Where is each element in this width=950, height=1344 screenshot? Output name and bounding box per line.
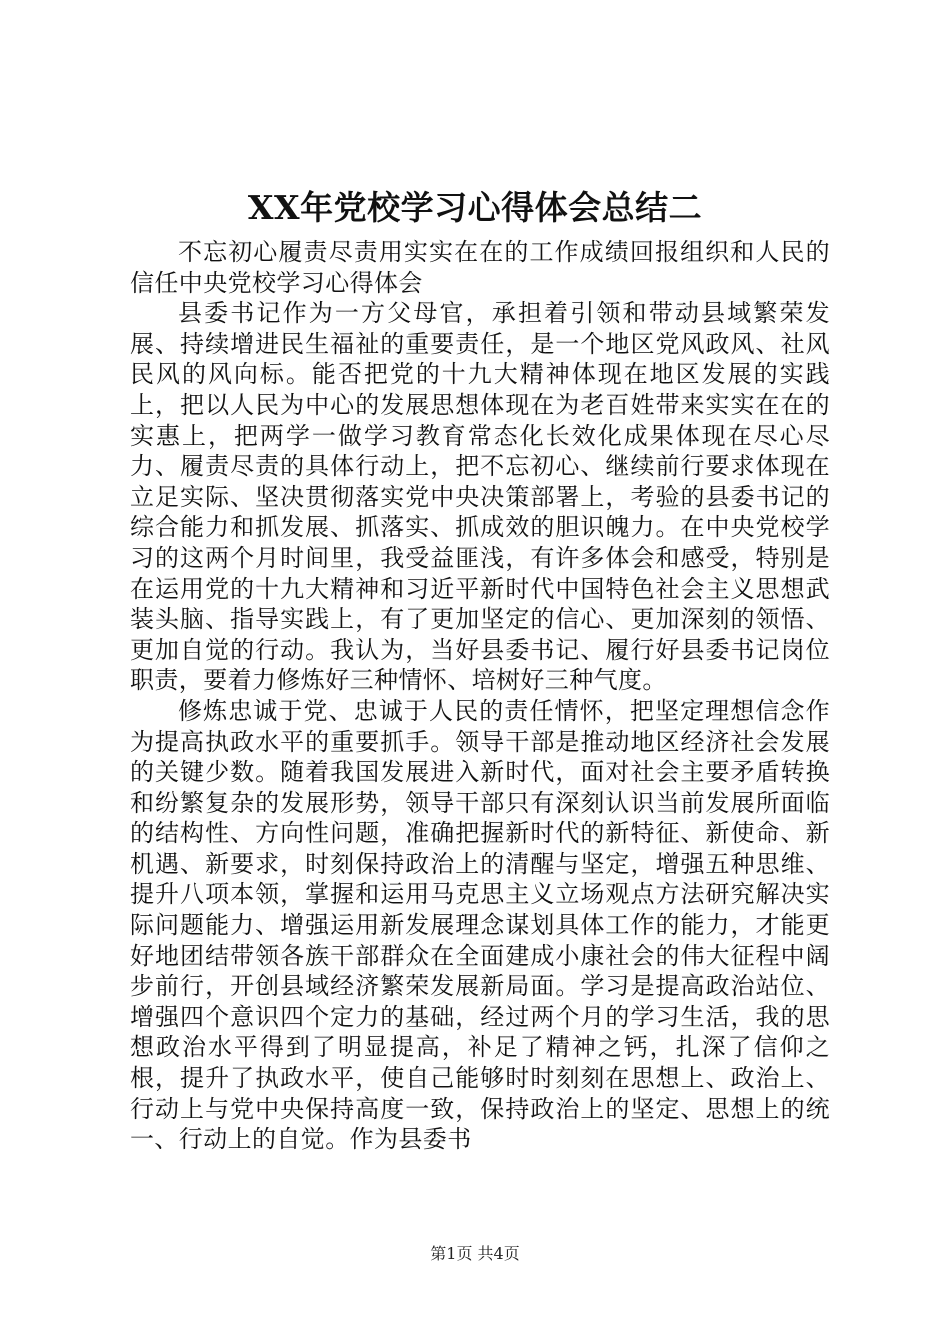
paragraph-intro: 县委书记作为一方父母官，承担着引领和带动县域繁荣发展、持续增进民生福祉的重要责任，是一个地区党风政风、社风民风的风向标。能否把党的十九大精神体现在地区发展的实践上，把以人民为中心的发展思想体现在为老百姓带来实实在在的实惠上，把两学一做学习教育常态化长效化成果体现在尽心尽力、履责尽责的具体行动上，把不忘初心、继续前行要求体现在立足实际、坚决贯彻落实党中央决策部署上，考验的县委书记的综合能力和抓发展、抓落实、抓成效的胆识魄力。在中央党校学习的这两个月时间里，我受益匪浅，有许多体会和感受，特别是在运用党的十九大精神和习近平新时代中国特色社会主义思想武装头脑、指导实践上，有了更加坚定的信心、更加深刻的领悟、更加自觉的行动。我认为，当好县委书记、履行好县委书记岗位职责，要着力修炼好三种情怀、培树好三种气度。: [130, 299, 830, 695]
paragraph-loyalty: 修炼忠诚于党、忠诚于人民的责任情怀，把坚定理想信念作为提高执政水平的重要抓手。领导干部是推动地区经济社会发展的关键少数。随着我国发展进入新时代，面对社会主要矛盾转换和纷繁复杂的发展形势，领导干部只有深刻认识当前发展所面临的结构性、方向性问题，准确把握新时代的新特征、新使命、新机遇、新要求，时刻保持政治上的清醒与坚定，增强五种思维、提升八项本领，掌握和运用马克思主义立场观点方法研究解决实际问题能力、增强运用新发展理念谋划具体工作的能力，才能更好地团结带领各族干部群众在全面建成小康社会的伟大征程中阔步前行，开创县域经济繁荣发展新局面。学习是提高政治站位、增强四个意识四个定力的基础，经过两个月的学习生活，我的思想政治水平得到了明显提高，补足了精神之钙，扎深了信仰之根，提升了执政水平，使自己能够时时刻刻在思想上、政治上、行动上与党中央保持高度一致，保持政治上的坚定、思想上的统一、行动上的自觉。作为县委书: [130, 696, 830, 1154]
document-body: [130, 237, 830, 1155]
page-number-footer: 第1页 共4页: [430, 1244, 520, 1263]
paragraph-subtitle: 不忘初心履责尽责用实实在在的工作成绩回报组织和人民的信任中央党校学习心得体会: [130, 238, 830, 297]
document-title: XX年党校学习心得体会总结二: [247, 188, 703, 227]
